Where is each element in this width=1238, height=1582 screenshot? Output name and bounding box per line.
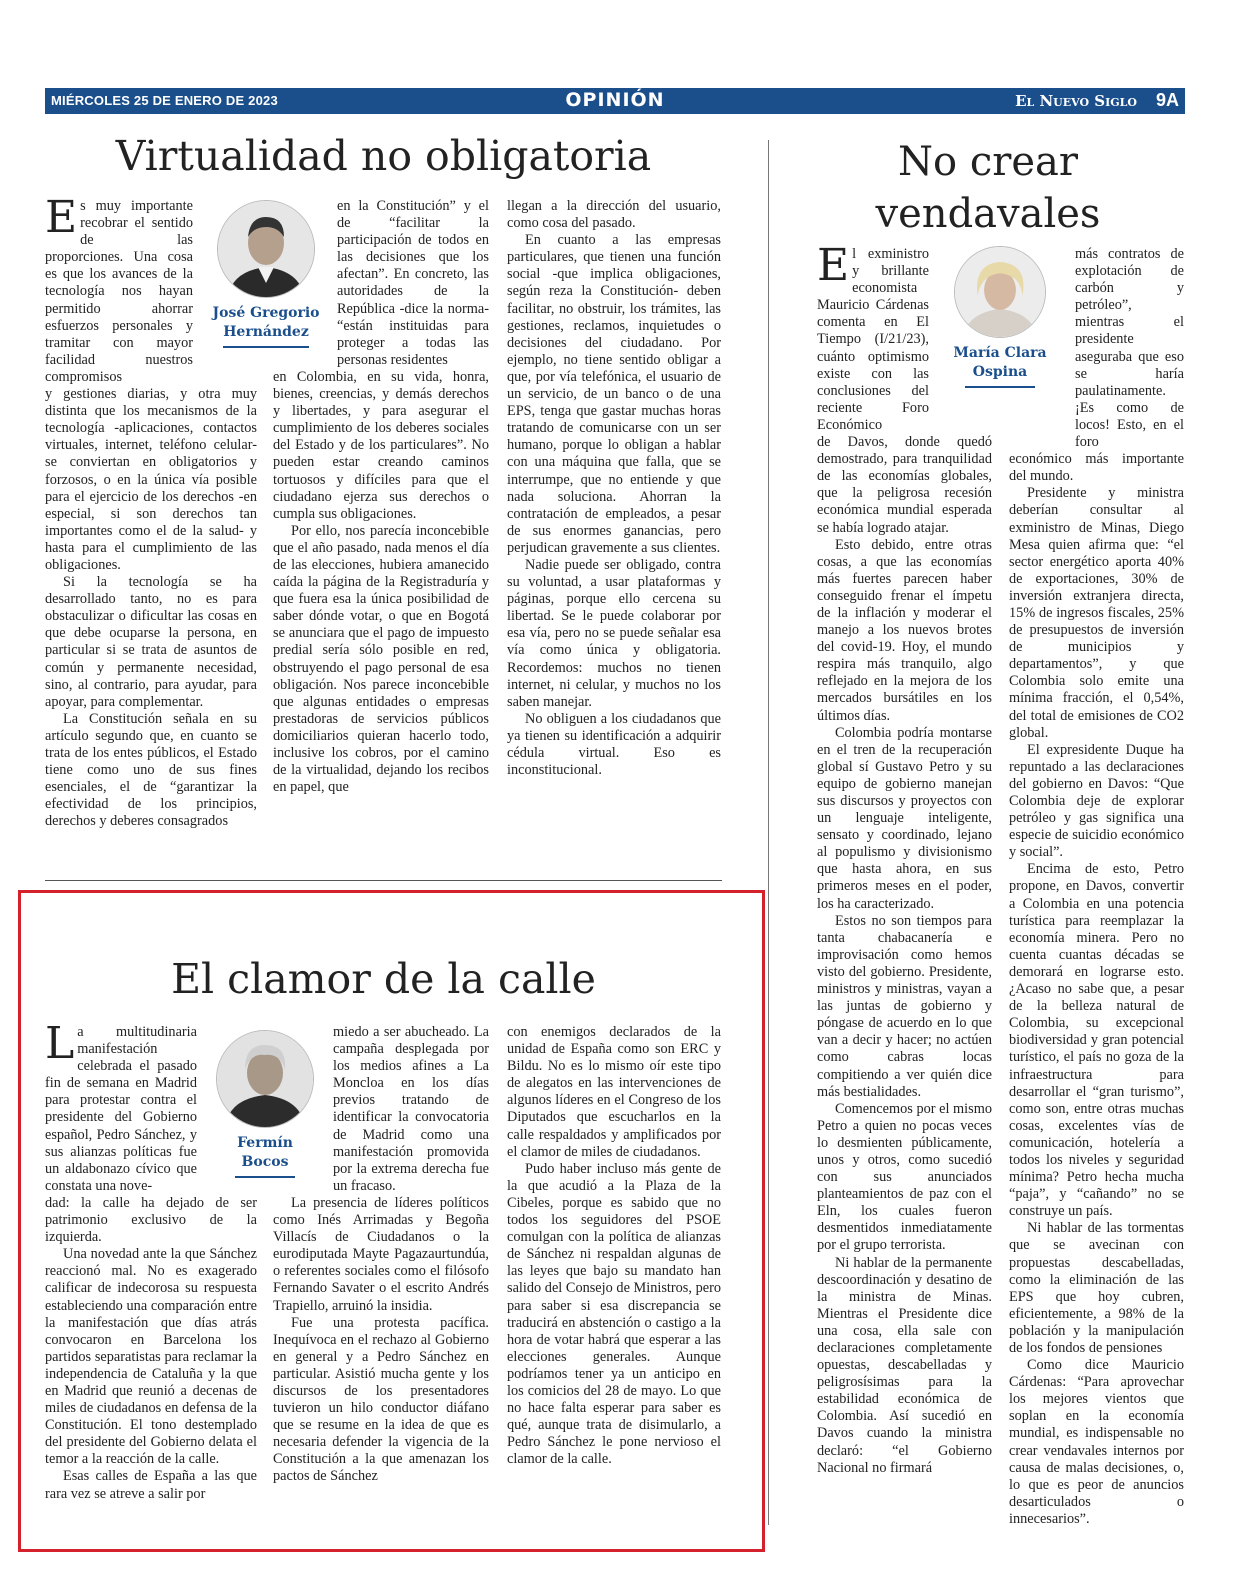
article3-paragraph: Esto debido, entre otras cosas, a que las economías más fuertes parecen haber conseguido frenar el ímpetu de la inflación y moderar el manejo a los nuevos brotes del covid-19. Hoy, el mundo respira más tranquilo, algo reflejado en la mejora de los mercados bursátiles en los últimos días. [817, 536, 992, 724]
section-name: OPINIÓN [565, 89, 665, 111]
article1-paragraph: Por ello, nos parecía inconcebible que el año pasado, nada menos el día de las elecciones, hubiera amanecido caída la página de la Registraduría y que fuera esa la única posibilidad de saber dónde votar, o que en Bogotá se anunciara que el pago de impuesto predial sería sólo posible en red, obstruyendo el pago personal de esa obligación. Nos parece inconcebible que algunas entidades o empresas prestadoras de servicios públicos domiciliarios quieran hacerlo todo, inclusive los cobros, por el camino de la virtualidad, dejando los recibos en papel, que [273, 522, 489, 796]
article2-paragraph: Una novedad ante la que Sánchez reaccionó mal. No es exagerado calificar de indecorosa su respuesta estableciendo una comparación entre la manifestación que días atrás convocaron en Barcelona los partidos separatistas para reclamar la independencia de Cataluña y la que en Madrid que reunió a decenas de miles de ciudadanos en defensa de la Constitución. El tono destemplado del presidente del Gobierno delata el temor a la reacción de la calle. [45, 1246, 257, 1468]
article3-paragraph: Estos no son tiempos para tanta chabacanería e improvisación como hemos visto del gobierno. Presidente, ministros y ministras, vayan a las juntas de gobierno y póngase de acuerdo en lo que van a decir y hacer; no actúen como cabras locas compitiendo a ver quién dice más bestialidades. [817, 912, 992, 1100]
article2-paragraph: Pudo haber incluso más gente de la que acudió a la Plaza de la Cibeles, porque es sabido que no todos los seguidores del PSOE comulgan con la política de alianzas de Sánchez ni respaldan algunas de las leyes que bajo su mandato han salido del Consejo de Ministros, pero para saber si esa discrepancia se traducirá en abstención o castigo a la hora de votar habrá que esperar a las elecciones generales. Aunque podríamos tener ya un anticipo en los comicios del 28 de mayo. Lo que no hace falta esperar para saber es qué, aunque trata de disimularlo, a Pedro Sánchez le pone nervioso el clamor de la calle. [507, 1160, 721, 1468]
article1-title: Virtualidad no obligatoria [115, 132, 652, 180]
article2-paragraph: L a multitudinaria manifestación celebrada el pasado fin de semana en Madrid para protestar contra el presidente del Gobierno español, Pedro Sánchez, y sus alianzas políticas fue un aldabonazo cívico que constata una nove- dad: la calle ha dejado de ser patrimonio exclusivo de la izquierda. [45, 1018, 257, 1246]
article1-paragraph: En cuanto a las empresas particulares, que tienen una función social -que implica obligaciones, según reza la Constitución- deben facilitar, no obstruir, los trámites, las gestiones, reclamos, inquietudes o decisiones del ciudadano. Por ejemplo, no tiene sentido obligar a que, por vía telefónica, el usuario de un servicio, de un banco o de una EPS, tenga que gastar muchas horas tratando de comunicarse con un ser humano, porque lo obligan a hablar con una máquina que falla, que se interrumpe, que no entiende y que nada soluciona. Ahorran la contratación de empleados, a pesar de sus enormes ganancias, pero perjudican gravemente a sus clientes. [507, 232, 721, 556]
article2-column-3 [507, 1024, 721, 1468]
article2-paragraph: Fue una protesta pacífica. Inequívoca en el rechazo al Gobierno en general y a Pedro Sánchez en particular. Asistió mucha gente y los discursos de los presentadores tuvieron un hilo conductor diáfano que se resume en la idea de que es necesaria defender la vigencia de la Constitución a la que amenazan los pactos de Sánchez [273, 1314, 489, 1485]
article3-paragraph: más contratos de explotación de carbón y petróleo”, mientras el presidente aseguraba que eso se haría paulatinamente. ¡Es como de locos! Esto, en el foro económico más importante del mundo. [1009, 246, 1184, 485]
article3-paragraph: Ni hablar de la permanente descoordinación y desatino de la ministra de Minas. Mientras el Presidente dice una cosa, ella sale con declaraciones completamente opuestas, descabelladas y peligrosísimas para la estabilidad económica de Colombia. Así sucedió en Davos cuando la ministra declaró: “el Gobierno Nacional no firmará [817, 1254, 992, 1476]
article3-column-2 [1009, 246, 1184, 1528]
issue-date: MIÉRCOLES 25 DE ENERO DE 2023 [51, 93, 278, 108]
article3-paragraph: Comencemos por el mismo Petro a quien no pocas veces lo desmienten públicamente, unos y otros, como sucedió con sus anunciados planteamientos de paz con el Eln, los cuales fueron desmentidos inmediatamente por el grupo terrorista. [817, 1100, 992, 1254]
page-number: 9A [1155, 90, 1179, 110]
article1-paragraph: No obliguen a los ciudadanos que ya tienen su identificación a adquirir cédula virtual. Eso es inconstitucional. [507, 710, 721, 779]
author-last-name: Bocos [241, 1154, 289, 1170]
article2-paragraph: con enemigos declarados de la unidad de España como son ERC y Bildu. No es lo mismo oír este tipo de alegatos en las intervenciones de algunos líderes en el Congreso de los Diputados que escucharlos en la calle respaldados y amplificados por el clamor de miles de ciudadanos. [507, 1024, 721, 1160]
article1-column-3 [507, 198, 721, 779]
article2-paragraph: miedo a ser abucheado. La campaña desplegada por los medios afines a La Moncloa en los días previos tratando de identificar la convocatoria de Madrid como una manifestación promovida por la extrema derecha fue un fracaso. [333, 1024, 489, 1194]
article3-paragraph: Presidente y ministra deberían consultar al exministro de Minas, Diego Mesa quien afirma que: “el sector energético aporta 40% de exportaciones, 30% de inversión extranjera directa, 15% de ingresos fiscales, 25% de presupuestos de inversión de municipios y departamentos”, y que Colombia solo emite una mínima fracción, el 0,54%, del total de emisiones de CO2 global. [1009, 485, 1184, 741]
article1-paragraph: Si la tecnología se ha desarrollado tanto, no es para obstaculizar o dificultar las cosas en que debe ocuparse la persona, en particular si se trata de asuntos de común y permanente necesidad, sino, al contrario, para ayudar, para apoyar, para complementar. [45, 574, 257, 710]
article2-title: El clamor de la calle [171, 955, 596, 1003]
article1-column-2 [273, 198, 489, 796]
author-last-name: Hernández [223, 324, 309, 340]
article3-paragraph: E l exministro y brillante economista Mauricio Cárdenas comenta en El Tiempo (I/21/23), cuánto optimismo existe con las conclusiones del reciente Foro Económico de Davos, donde quedó demostrado, para tranquilidad de las economías globales, que la peligrosa recesión económica mundial esperada se había logrado atajar. [817, 240, 992, 536]
author-first-name: María Clara [953, 345, 1047, 361]
article3-paragraph: Ni hablar de las tormentas que se avecinan con propuestas descabelladas, como la eliminación de las EPS que hoy cubren, eficientemente, a 98% de la población y la manipulación de los fondos de pensiones [1009, 1220, 1184, 1356]
article1-paragraph: llegan a la dirección del usuario, como cosa del pasado. [507, 198, 721, 232]
article1-paragraph: E s muy importante recobrar el sentido de las proporciones. Una cosa es que los avances de la tecnología nos hayan permitido ahorrar esfuerzos personales y tramitar con mayor facilidad nuestros compromisos y gestiones diarias, y otra muy distinta que los mecanismos de la tecnología -aplicaciones, contactos virtuales, internet, teléfono celular- se conviertan en obligatorios y forzosos, o en la única vía posible para el ejercicio de los derechos -en especial, si son derechos tan importantes como el de la salud- y hasta para el cumplimiento de las obligaciones. [45, 192, 257, 573]
article3-title: No crear vendavales [875, 139, 1101, 237]
drop-cap: L [45, 1018, 75, 1069]
article1-paragraph: en la Constitución” y el de “facilitar la participación de todos en las decisiones que los afectan”. En concreto, las autoridades de la República -dice la norma- “están instituidas para proteger a todas las personas residentes en Colombia, en su vida, honra, bienes, creencias, y demás derechos y libertades, y para asegurar el cumplimiento de los deberes sociales del Estado y de los particulares”. No pueden estar creando caminos tortuosos y difíciles para que el ciudadano ejerza sus derechos o cumpla sus obligaciones. [273, 198, 489, 522]
article2-paragraph: La presencia de líderes políticos como Inés Arrimadas y Begoña Villacís de Ciudadanos o la eurodiputada Mayte Pagazaurtundúa, o referentes sociales como el filósofo Fernando Savater o el escrito Andrés Trapiello, arruinó la insidia. [273, 1194, 489, 1314]
article2-paragraph: Esas calles de España a las que rara vez se atreve a salir por [45, 1468, 257, 1502]
drop-cap: E [817, 240, 850, 291]
column-divider [768, 140, 769, 1525]
article1-paragraph: La Constitución señala en su artículo segundo que, en cuanto se trata de los entes públicos, el Estado tiene como uno de sus fines esenciales, el de “garantizar la efectividad de los principios, derechos y deberes consagrados [45, 710, 257, 830]
author-last-name: Ospina [972, 364, 1028, 380]
article3-paragraph: Colombia podría montarse en el tren de la recuperación global sí Gustavo Petro y su equipo de gobierno manejan sus discursos y proyectos con un lenguaje inteligente, sensato y coordinado, lejano al populismo y divisionismo que hasta ahora, en sus primeros meses en el poder, los ha caracterizado. [817, 724, 992, 912]
article3-column-1 [817, 240, 992, 1477]
author-first-name: Fermín [237, 1135, 293, 1151]
page-header-band [45, 88, 1185, 114]
drop-cap: E [45, 192, 78, 243]
article3-paragraph: Como dice Mauricio Cárdenas: “Para aprovechar los mejores vientos que soplan en la economía mundial, es indispensable no crear vendavales internos por causa de malas decisiones, o, lo que es peor de anuncios desarticulados o innecesarios”. [1009, 1357, 1184, 1527]
article3-paragraph: Encima de esto, Petro propone, en Davos, convertir a Colombia en una potencia turística para reemplazar la economía minera. Pero no cuenta cuantas décadas se demorará en lograrse esto. ¿Acaso no sabe que, a pesar de la belleza natural de Colombia, su excepcional biodiversidad y gran potencial turístico, el país no goza de la infraestructura para desarrollar el “gran turismo”, como son, entre otras muchas cosas, excelentes vías de comunicación, hotelería a todos los niveles y seguridad mínima? Petro hecha mucha “paja”, y “cañando” no se construye un país. [1009, 861, 1184, 1220]
article-divider [45, 880, 722, 881]
article3-paragraph: El expresidente Duque ha repuntado a las declaraciones del gobierno en Davos: “Que Colombia deje de explorar petróleo y gas significa una especie de suicidio económico y social”. [1009, 741, 1184, 861]
newspaper-name: El Nuevo Siglo [1015, 92, 1137, 110]
author-first-name: José Gregorio [212, 305, 320, 321]
article2-column-2 [273, 1024, 489, 1486]
article1-paragraph: Nadie puede ser obligado, contra su voluntad, a usar plataformas y páginas, porque ello cercena su libertad. Se le puede colaborar por esa vía, pero no se puede señalar esa vía como única y obligatoria. Recordemos: muchos no tienen internet, ni celular, y muchos no los saben manejar. [507, 556, 721, 710]
